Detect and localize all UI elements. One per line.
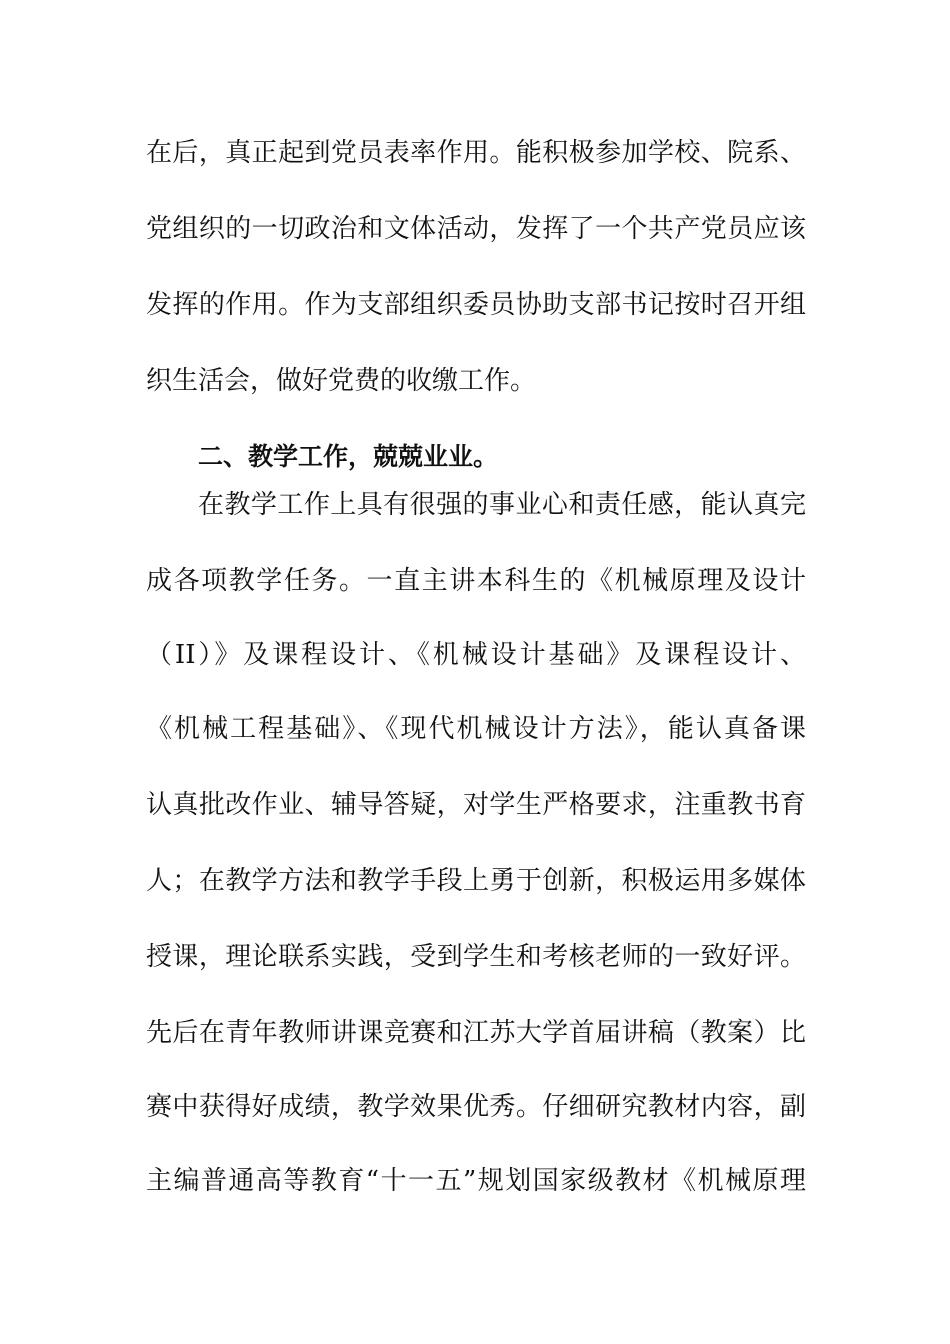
paragraph-2-line-10: 主编普通高等教育“十一五”规划国家级教材《机械原理 [146, 1166, 806, 1196]
paragraph-1-line-3: 发挥的作用。作为支部组织委员协助支部书记按时召开组 [146, 290, 806, 320]
paragraph-2-line-9: 赛中获得好成绩，教学效果优秀。仔细研究教材内容，副 [146, 1092, 806, 1122]
paragraph-1-line-2: 党组织的一切政治和文体活动，发挥了一个共产党员应该 [146, 214, 806, 244]
paragraph-1-line-1: 在后，真正起到党员表率作用。能积极参加学校、院系、 [146, 138, 806, 168]
paragraph-1-line-4: 织生活会，做好党费的收缴工作。 [146, 366, 537, 396]
paragraph-2-line-5: 认真批改作业、辅导答疑，对学生严格要求，注重教书育 [146, 790, 806, 820]
paragraph-2-line-4: 《机械工程基础》、《现代机械设计方法》，能认真备课 [146, 714, 806, 744]
paragraph-2-line-7: 授课，理论联系实践，受到学生和考核老师的一致好评。 [146, 942, 806, 972]
paragraph-2-line-6: 人；在教学方法和教学手段上勇于创新，积极运用多媒体 [146, 866, 806, 896]
paragraph-2-line-8: 先后在青年教师讲课竞赛和江苏大学首届讲稿（教案）比 [146, 1018, 806, 1048]
paragraph-2-line-1: 在教学工作上具有很强的事业心和责任感，能认真完 [198, 490, 806, 520]
paragraph-2-line-2: 成各项教学任务。一直主讲本科生的《机械原理及设计 [146, 566, 806, 596]
paragraph-2-line-3: （II）》及课程设计、《机械设计基础》及课程设计、 [146, 640, 806, 670]
section-heading: 二、教学工作，兢兢业业。 [198, 442, 499, 471]
